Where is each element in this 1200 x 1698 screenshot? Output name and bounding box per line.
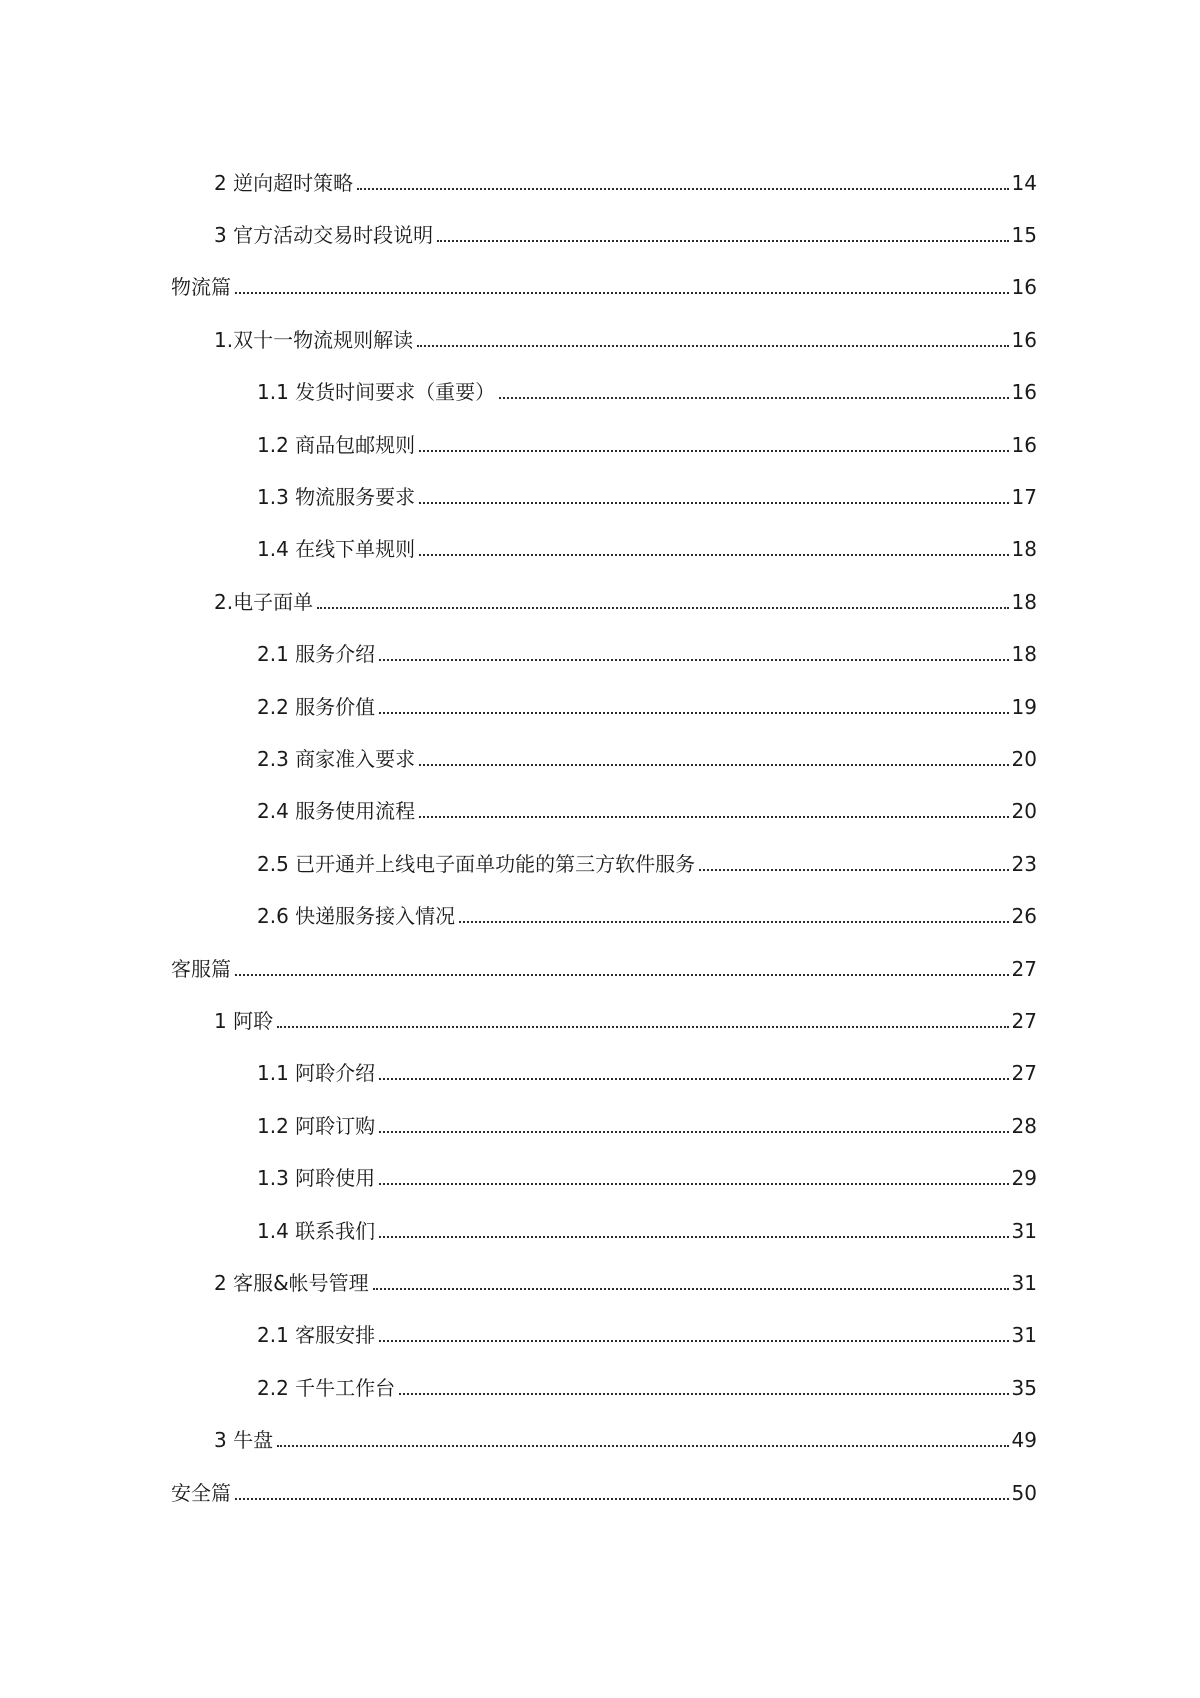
toc-entry-title: 2.电子面单	[214, 590, 314, 614]
toc-dot-leader	[699, 869, 1008, 871]
toc-entry-page: 18	[1011, 642, 1037, 666]
toc-entry-page: 20	[1011, 747, 1037, 771]
toc-entry-title: 2.2 千牛工作台	[257, 1376, 396, 1400]
toc-entry-page: 16	[1011, 380, 1037, 404]
toc-entry[interactable]	[171, 270, 1037, 300]
toc-entry-page: 26	[1011, 904, 1037, 928]
toc-entry[interactable]	[214, 585, 1037, 615]
toc-entry-page: 31	[1011, 1323, 1037, 1347]
toc-dot-leader	[379, 712, 1008, 714]
toc-entry-page: 16	[1011, 328, 1037, 352]
toc-entry[interactable]	[257, 1056, 1037, 1086]
toc-entry-title: 1.4 联系我们	[257, 1219, 376, 1243]
toc-entry-page: 18	[1011, 590, 1037, 614]
toc-entry[interactable]	[257, 1371, 1037, 1401]
toc-entry-title: 3 官方活动交易时段说明	[214, 223, 434, 247]
toc-entry[interactable]	[214, 1266, 1037, 1296]
toc-entry-title: 2.3 商家准入要求	[257, 747, 416, 771]
toc-entry[interactable]	[214, 1423, 1037, 1453]
toc-entry-page: 50	[1011, 1481, 1037, 1505]
toc-entry[interactable]	[257, 480, 1037, 510]
toc-entry-title: 2.5 已开通并上线电子面单功能的第三方软件服务	[257, 852, 696, 876]
toc-entry-page: 28	[1011, 1114, 1037, 1138]
toc-entry-page: 49	[1011, 1428, 1037, 1452]
toc-entry-title: 2.1 服务介绍	[257, 642, 376, 666]
toc-dot-leader	[419, 450, 1008, 452]
toc-dot-leader	[399, 1393, 1008, 1395]
toc-entry-page: 27	[1011, 1009, 1037, 1033]
toc-entry[interactable]	[257, 899, 1037, 929]
toc-dot-leader	[379, 659, 1008, 661]
toc-entry[interactable]	[257, 690, 1037, 720]
toc-entry[interactable]	[257, 637, 1037, 667]
toc-entry[interactable]	[257, 375, 1037, 405]
toc-entry-page: 20	[1011, 799, 1037, 823]
toc-entry[interactable]	[214, 1004, 1037, 1034]
toc-entry-title: 1.4 在线下单规则	[257, 537, 416, 561]
toc-dot-leader	[379, 1236, 1008, 1238]
toc-entry-title: 2.6 快递服务接入情况	[257, 904, 456, 928]
toc-dot-leader	[373, 1288, 1009, 1290]
toc-dot-leader	[419, 816, 1008, 818]
toc-entry-title: 2 客服&帐号管理	[214, 1271, 369, 1295]
toc-entry-page: 16	[1011, 275, 1037, 299]
toc-dot-leader	[235, 1498, 1009, 1500]
toc-entry-title: 1.双十一物流规则解读	[214, 328, 414, 352]
toc-entry[interactable]	[257, 1214, 1037, 1244]
toc-dot-leader	[379, 1183, 1008, 1185]
toc-entry[interactable]	[257, 1318, 1037, 1348]
toc-dot-leader	[235, 292, 1009, 294]
toc-entry-page: 29	[1011, 1166, 1037, 1190]
toc-entry-title: 1.1 发货时间要求（重要）	[257, 380, 496, 404]
toc-dot-leader	[419, 502, 1008, 504]
toc-entry-page: 16	[1011, 433, 1037, 457]
toc-dot-leader	[437, 240, 1008, 242]
toc-dot-leader	[379, 1078, 1008, 1080]
toc-entry-title: 1 阿聆	[214, 1009, 274, 1033]
toc-entry-title: 2.2 服务价值	[257, 695, 376, 719]
toc-entry[interactable]	[257, 532, 1037, 562]
toc-entry-page: 18	[1011, 537, 1037, 561]
toc-entry-title: 1.1 阿聆介绍	[257, 1061, 376, 1085]
toc-dot-leader	[499, 397, 1008, 399]
toc-entry-page: 35	[1011, 1376, 1037, 1400]
toc-entry-page: 27	[1011, 1061, 1037, 1085]
toc-dot-leader	[357, 188, 1008, 190]
toc-entry-title: 1.2 商品包邮规则	[257, 433, 416, 457]
toc-dot-leader	[419, 764, 1008, 766]
toc-entry[interactable]	[214, 218, 1037, 248]
toc-entry-page: 14	[1011, 171, 1037, 195]
toc-dot-leader	[317, 607, 1008, 609]
toc-entry[interactable]	[257, 428, 1037, 458]
toc-dot-leader	[277, 1445, 1008, 1447]
toc-entry-title: 1.3 阿聆使用	[257, 1166, 376, 1190]
toc-entry-title: 3 牛盘	[214, 1428, 274, 1452]
toc-entry[interactable]	[257, 794, 1037, 824]
toc-entry[interactable]	[171, 952, 1037, 982]
toc-entry[interactable]	[257, 742, 1037, 772]
toc-entry-page: 27	[1011, 957, 1037, 981]
toc-entry[interactable]	[257, 1109, 1037, 1139]
toc-entry-page: 19	[1011, 695, 1037, 719]
toc-entry-title: 1.2 阿聆订购	[257, 1114, 376, 1138]
toc-dot-leader	[277, 1026, 1008, 1028]
toc-entry[interactable]	[214, 166, 1037, 196]
toc-dot-leader	[419, 554, 1008, 556]
toc-entry-title: 安全篇	[171, 1481, 231, 1505]
toc-dot-leader	[379, 1131, 1008, 1133]
toc-entry[interactable]	[257, 1161, 1037, 1191]
toc-entry[interactable]	[214, 323, 1037, 353]
toc-entry-page: 31	[1011, 1219, 1037, 1243]
toc-dot-leader	[417, 345, 1008, 347]
toc-entry-page: 15	[1011, 223, 1037, 247]
toc-entry-title: 2.1 客服安排	[257, 1323, 376, 1347]
toc-dot-leader	[379, 1340, 1008, 1342]
toc-dot-leader	[235, 974, 1009, 976]
toc-entry-title: 2.4 服务使用流程	[257, 799, 416, 823]
toc-entry-page: 31	[1011, 1271, 1037, 1295]
toc-entry[interactable]	[257, 847, 1037, 877]
toc-dot-leader	[459, 921, 1008, 923]
toc-entry-title: 物流篇	[171, 275, 231, 299]
toc-entry-page: 23	[1011, 852, 1037, 876]
toc-entry-page: 17	[1011, 485, 1037, 509]
toc-entry-title: 1.3 物流服务要求	[257, 485, 416, 509]
toc-entry[interactable]	[171, 1476, 1037, 1506]
toc-entry-title: 客服篇	[171, 957, 231, 981]
toc-entry-title: 2 逆向超时策略	[214, 171, 354, 195]
